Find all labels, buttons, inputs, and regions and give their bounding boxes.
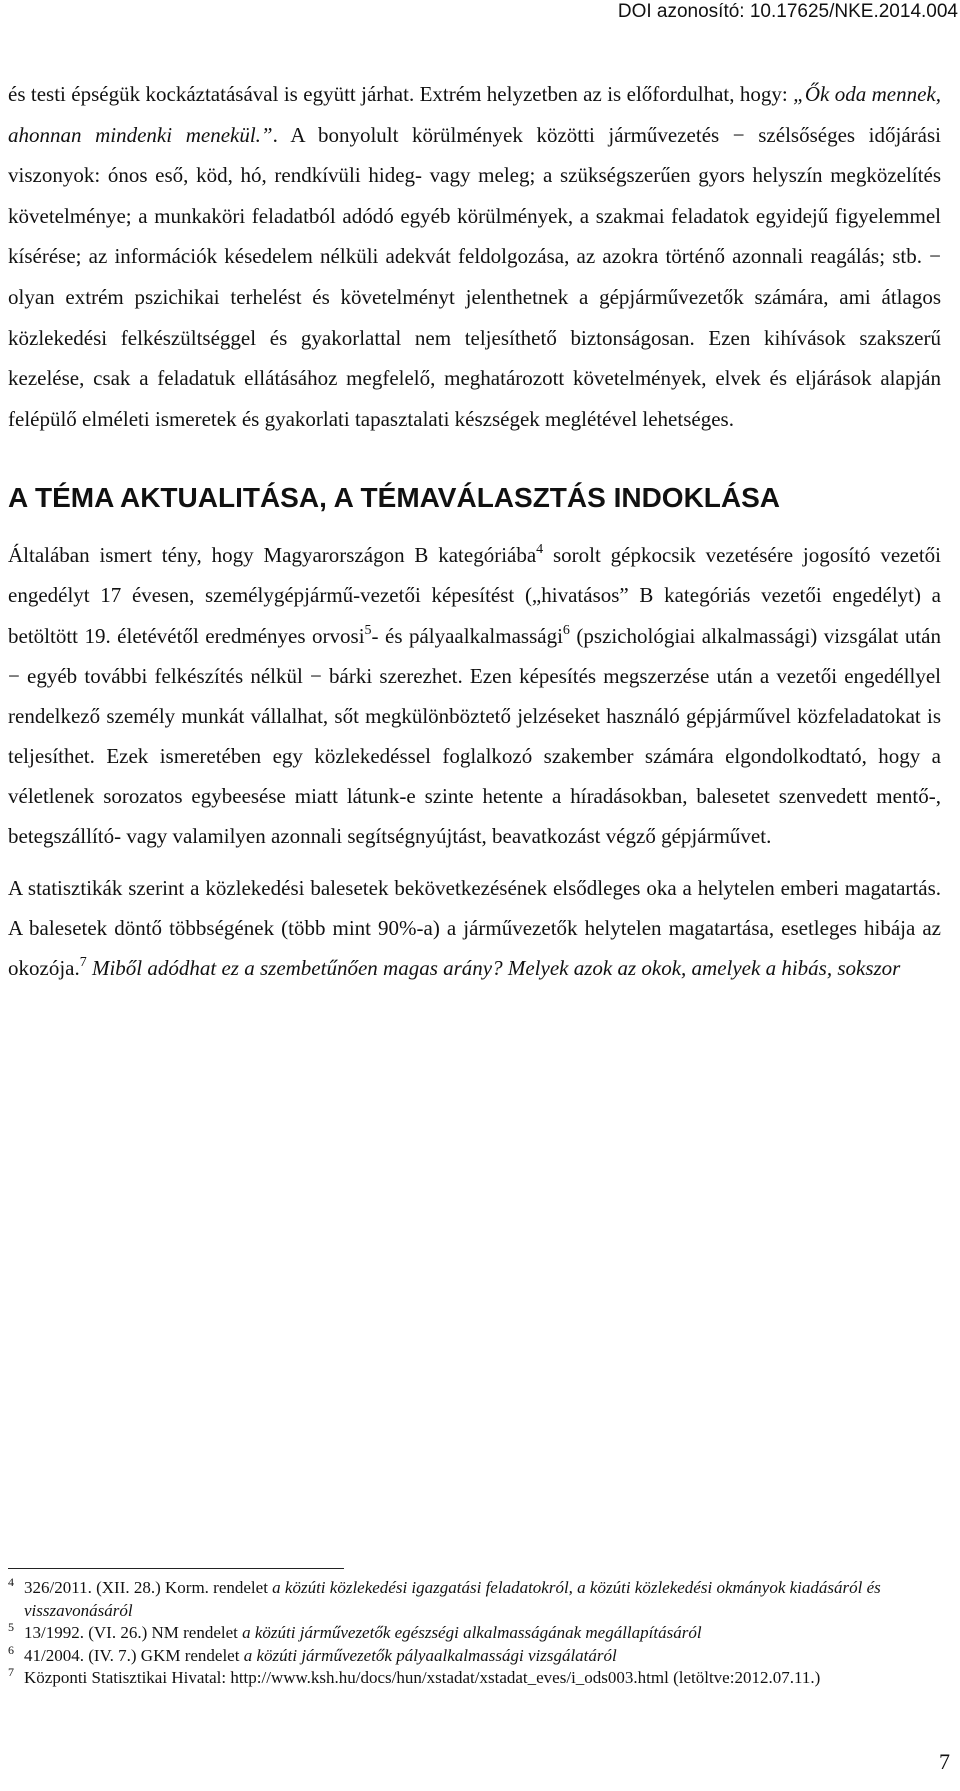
intro-quote: „Ők oda mennek, ahonnan mindenki menekül.” [8, 82, 942, 147]
para1-text-1: Általában ismert tény, hogy Magyarországon B kategóriába [8, 543, 537, 568]
footnote-5: $^5$ 13/1992. (VI. 26.) NM rendelet a közúti járművezetők egészségi alkalmasságának megállapításáról [8, 1620, 702, 1642]
paragraph-statistics [8, 868, 941, 988]
footnote-7-reference: Központi Statisztikai Hivatal: http://www.ksh.hu/docs/hun/xstadat/xstadat_eves/i_ods003.html (letöltve:2012.07.11.) [24, 1668, 821, 1687]
footnote-6: $^6$ 41/2004. (IV. 7.) GKM rendelet a közúti járművezetők pályaalkalmassági vizsgálatáról [8, 1642, 617, 1665]
para1-text-4: (pszichológiai alkalmassági) vizsgálat után − egyéb további felkészítés nélkül − bárki szerezhet. Ezen képesítés megszerzése után a vezetői engedéllyel rendelkező személy munkát vállalhat, sőt megkülönböztető jelzéseket használó gépjárművel közfeladatokat is teljesíthet. Ezek ismeretében egy közlekedéssel foglalkozó szakember számára elgondolkodtató, hogy a véletlenek sorozatos egybeesése miatt látunk-e szinte hetente a híradásokban, balesetet szenvedett mentő-, betegszállító- vagy valamilyen azonnali segítségnyújtást, beavatkozást végző gépjárművet. [8, 623, 941, 848]
footnote-ref-4[interactable]: 4 [536, 542, 544, 558]
footnote-4-title: a közúti közlekedési igazgatási feladatokról, a közúti közlekedési okmányok kiadásáról és visszavonásáról [24, 1578, 881, 1620]
paragraph-category-b [8, 535, 941, 856]
footnote-4: $^4$ 326/2011. (XII. 28.) Korm. rendelet a közúti közlekedési igazgatási feladatokról, a közúti közlekedési okmányok kiadásáról és visszavonásáról [8, 1575, 881, 1620]
doi-identifier: DOI azonosító: 10.17625/NKE.2014.004 [617, 1, 958, 22]
para1-text-3: - és pályaalkalmassági [371, 623, 563, 648]
footnote-6-reference: 41/2004. (IV. 7.) GKM rendelet [24, 1645, 244, 1665]
intro-paragraph [8, 74, 941, 439]
footnote-ref-6[interactable]: 6 [562, 622, 570, 638]
footnotes [8, 1568, 941, 1690]
para2-question: Miből adódhat ez a szembetűnően magas arány? Melyek azok az okok, amelyek a hibás, sokszor [91, 956, 901, 981]
para2-text-1: A statisztikák szerint a közlekedési balesetek bekövetkezésének elsődleges oka a helytelen emberi magatartás. A balesetek döntő többségének (több mint 90%-a) a járművezetők helytelen magatartása, esetleges hibája az okozója. [8, 876, 941, 981]
footnote-5-reference: 13/1992. (VI. 26.) NM rendelet [24, 1623, 243, 1642]
main-text [8, 74, 941, 988]
intro-text-2: . A bonyolult körülmények közötti járművezetés − szélsőséges időjárási viszonyok: ónos eső, köd, hó, rendkívüli hideg- vagy meleg; a szükségszerűen gyors helyszín megközelítés követelménye; a munkaköri feladatból adódó egyéb körülmények, a szakmai feladatok egyidejű figyelemmel kísérése; az információk késedelem nélküli adekvát feldolgozása, az azokra történő azonnali reagálás; stb. − olyan extrém pszichikai terhelést és követelményt jelenthetnek a gépjárművezetők számára, ami átlagos közlekedési felkészültséggel és gyakorlattal nem teljesíthető biztonságosan. Ezen kihívások szakszerű kezelése, csak a feladatuk ellátásához megfelelő, meghatározott követelmények, elvek és eljárások alapján felépülő elméleti ismeretek és gyakorlati tapasztalati készségek meglétével lehetséges. [8, 122, 941, 431]
page-number: 7 [939, 1749, 950, 1774]
paragraph-gap [8, 856, 941, 868]
footnote-7: $^7$ Központi Statisztikai Hivatal: http://www.ksh.hu/docs/hun/xstadat/xstadat_eves/i_ods003.html (letöltve:2012.07.11.) [8, 1665, 821, 1687]
para1-text-2: sorolt gépkocsik vezetésére jogosító vezetői engedélyt 17 évesen, személygépjármű-vezetői képesítést („hivatásos” B kategóriás vezetői engedélyt) a betöltött 19. életévétől eredményes orvosi [8, 543, 941, 648]
footnote-4-reference: 326/2011. (XII. 28.) Korm. rendelet [24, 1578, 273, 1597]
footnote-ref-7[interactable]: 7 [79, 955, 87, 971]
footnote-divider [8, 1568, 344, 1569]
footnote-6-title: a közúti járművezetők pályaalkalmassági vizsgálatáról [243, 1645, 617, 1665]
footnote-ref-5[interactable]: 5 [364, 622, 372, 638]
footnote-5-title: a közúti járművezetők egészségi alkalmasságának megállapításáról [242, 1623, 702, 1642]
section-title: A TÉMA AKTUALITÁSA, A TÉMAVÁLASZTÁS INDOKLÁSA [8, 482, 781, 514]
intro-text-1: és testi épségük kockáztatásával is együtt járhat. Extrém helyzetben az is előfordulhat, hogy: [8, 82, 794, 106]
